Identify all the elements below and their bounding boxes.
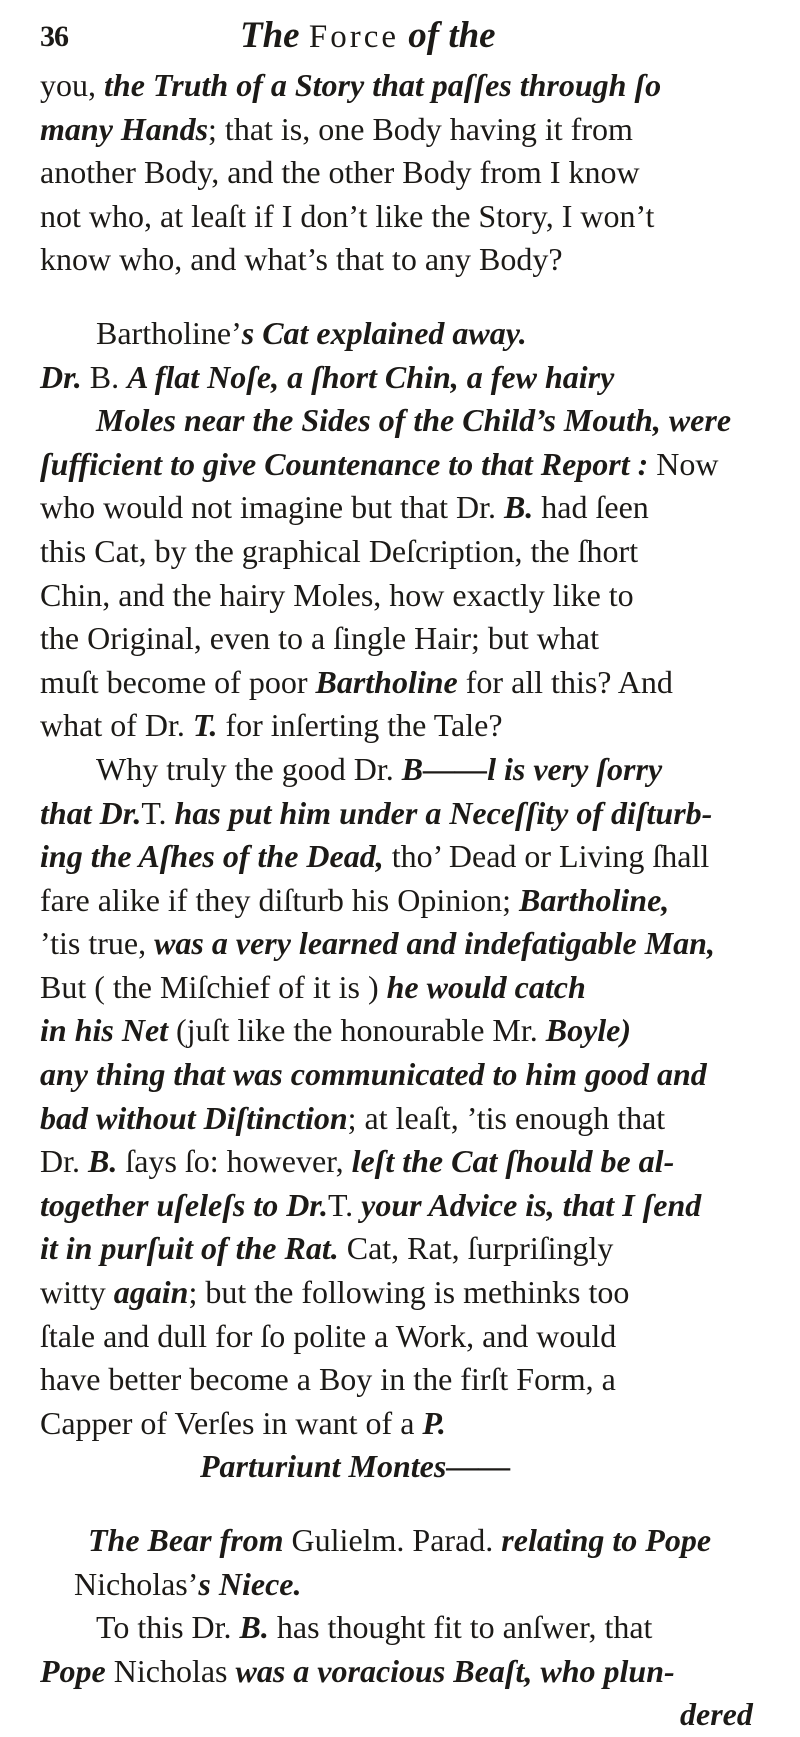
- italic-text: in his Net: [40, 1012, 169, 1049]
- paragraph-gap: [40, 1489, 760, 1519]
- roman-text: fare alike if they diſturb his Opinion;: [40, 881, 519, 918]
- running-head-the: The: [240, 15, 300, 56]
- text-line: [40, 1271, 760, 1315]
- italic-text: Bartholine: [315, 663, 458, 700]
- roman-text: what of Dr.: [40, 707, 193, 744]
- text-line: [40, 966, 760, 1010]
- text-line: [40, 661, 760, 705]
- text-line: [40, 922, 760, 966]
- text-line: [40, 530, 760, 574]
- text-line: [40, 879, 760, 923]
- text-line: [40, 617, 760, 661]
- text-line: [40, 1563, 760, 1607]
- italic-text: Pope: [40, 1652, 106, 1689]
- roman-text: T.: [141, 794, 175, 831]
- italic-text: has put him under a Neceſſity of diſturb-: [174, 794, 713, 831]
- text-line: [40, 1650, 760, 1694]
- roman-text: the Original, even to a ſingle Hair; but what: [40, 620, 599, 657]
- running-head-force: Force: [308, 19, 399, 55]
- roman-text: have better become a Boy in the firſt Form, a: [40, 1361, 616, 1398]
- text-line: [40, 748, 760, 792]
- text-line: [40, 238, 760, 282]
- text-line: [40, 1445, 760, 1489]
- running-head-of: of the: [408, 15, 496, 56]
- italic-text: Boyle): [545, 1012, 632, 1049]
- italic-text: that Dr.: [40, 794, 142, 831]
- page-number: 36: [40, 20, 68, 53]
- text-line: [40, 1693, 760, 1737]
- roman-text: (juſt like the honourable Mr.: [168, 1012, 546, 1049]
- roman-text: another Body, and the other Body from I know: [40, 154, 640, 191]
- italic-text: together uſeleſs to Dr.: [40, 1186, 328, 1223]
- text-line: [40, 151, 760, 195]
- roman-text: Now: [648, 445, 719, 482]
- roman-text: for all this? And: [457, 663, 673, 700]
- text-line: [40, 1097, 760, 1141]
- italic-text: any thing that was communicated to him good and: [40, 1056, 707, 1093]
- italic-text: Moles near the Sides of the Child’s Mouth, were: [96, 402, 732, 439]
- italic-text: B.: [239, 1609, 269, 1646]
- italic-text: your Advice is, that I ſend: [361, 1186, 702, 1223]
- italic-text: B.: [503, 489, 534, 526]
- italic-text: T.: [192, 707, 218, 744]
- roman-text: Cat, Rat, ſurpriſingly: [338, 1230, 614, 1267]
- body-text: [40, 64, 760, 1737]
- roman-text: ’tis true,: [40, 925, 155, 962]
- roman-text: witty: [40, 1274, 114, 1311]
- italic-text: Bartholine,: [519, 881, 670, 918]
- text-line: [40, 792, 760, 836]
- text-line: [40, 1315, 760, 1359]
- text-line: [40, 356, 760, 400]
- italic-text: many Hands: [40, 110, 209, 147]
- text-line: [40, 1053, 760, 1097]
- roman-text: has thought fit to anſwer, that: [268, 1609, 653, 1646]
- roman-text: ; that is, one Body having it from: [208, 110, 633, 147]
- roman-text: Gulielm. Parad.: [283, 1522, 502, 1558]
- italic-text: ſufficient to give Countenance to that Report :: [40, 445, 649, 482]
- text-line: [40, 1184, 760, 1228]
- italic-text: The Bear from: [88, 1522, 284, 1558]
- italic-text: B——l is very ſorry: [401, 750, 663, 787]
- italic-text: leſt the Cat ſhould be al-: [351, 1143, 675, 1180]
- text-line: [40, 399, 760, 443]
- text-line: [40, 312, 760, 356]
- roman-text: Capper of Verſes in want of a: [40, 1404, 423, 1441]
- italic-text: the Truth of a Story that paſſes through ſo: [104, 67, 662, 103]
- italic-text: ing the Aſhes of the Dead,: [40, 838, 384, 875]
- roman-text: B.: [89, 358, 128, 395]
- roman-text: But ( the Miſchief of it is ): [40, 968, 387, 1005]
- running-head: [240, 14, 496, 57]
- text-line: [40, 486, 760, 530]
- text-line: [40, 1519, 760, 1563]
- text-line: [40, 1009, 760, 1053]
- italic-text: bad without Diſtinction: [40, 1099, 348, 1136]
- page-header: [40, 14, 760, 64]
- italic-text: it in purſuit of the Rat.: [40, 1230, 339, 1267]
- roman-text: ſays ſo: however,: [117, 1143, 352, 1180]
- roman-text: ; but the following is methinks too: [188, 1274, 630, 1311]
- text-line: [40, 1402, 760, 1446]
- roman-text: tho’ Dead or Living ſhall: [383, 838, 710, 875]
- italic-text: he would catch: [386, 968, 586, 1005]
- italic-text: again: [113, 1274, 189, 1311]
- roman-text: had ſeen: [533, 489, 649, 526]
- text-line: [40, 64, 760, 108]
- italic-text: B.: [88, 1143, 118, 1180]
- roman-text: Chin, and the hairy Moles, how exactly like to: [40, 576, 634, 613]
- italic-text: Dr.: [40, 358, 90, 395]
- roman-text: who would not imagine but that Dr.: [40, 489, 504, 526]
- roman-text: you,: [40, 67, 104, 103]
- roman-text: To this Dr.: [96, 1609, 240, 1646]
- paragraph-gap: [40, 282, 760, 312]
- italic-text: was a very learned and indefatigable Man,: [154, 925, 715, 962]
- text-line: [40, 108, 760, 152]
- roman-text: Why truly the good Dr.: [96, 750, 402, 787]
- roman-text: Nicholas: [105, 1652, 236, 1689]
- text-line: [40, 574, 760, 618]
- roman-text: Dr.: [40, 1143, 88, 1180]
- roman-text: T.: [327, 1186, 362, 1223]
- text-line: [40, 835, 760, 879]
- roman-text: Nicholas’: [74, 1565, 199, 1602]
- text-line: [40, 443, 760, 487]
- roman-text: not who, at leaſt if I don’t like the Story, I won’t: [40, 197, 655, 234]
- italic-text: relating to Pope: [501, 1522, 712, 1558]
- text-line: [40, 1140, 760, 1184]
- italic-text: A flat Noſe, a ſhort Chin, a few hairy: [127, 358, 615, 395]
- roman-text: for inſerting the Tale?: [217, 707, 503, 744]
- text-line: [40, 1606, 760, 1650]
- roman-text: muſt become of poor: [40, 663, 316, 700]
- roman-text: ; at leaſt, ’tis enough that: [347, 1099, 666, 1136]
- italic-text: P.: [422, 1404, 446, 1441]
- italic-text: Parturiunt Montes——: [200, 1448, 511, 1485]
- italic-text: was a voracious Beaſt, who plun-: [235, 1652, 675, 1689]
- text-line: [40, 1358, 760, 1402]
- text-line: [40, 704, 760, 748]
- text-line: [40, 1227, 760, 1271]
- italic-text: s Niece.: [198, 1565, 302, 1602]
- italic-text: dered: [680, 1696, 753, 1733]
- roman-text: know who, and what’s that to any Body?: [40, 241, 563, 278]
- text-line: [40, 195, 760, 239]
- roman-text: Bartholine’: [96, 314, 242, 351]
- roman-text: this Cat, by the graphical Deſcription, the ſhort: [40, 532, 639, 569]
- italic-text: s Cat explained away.: [241, 314, 527, 351]
- roman-text: ſtale and dull for ſo polite a Work, and would: [40, 1317, 617, 1354]
